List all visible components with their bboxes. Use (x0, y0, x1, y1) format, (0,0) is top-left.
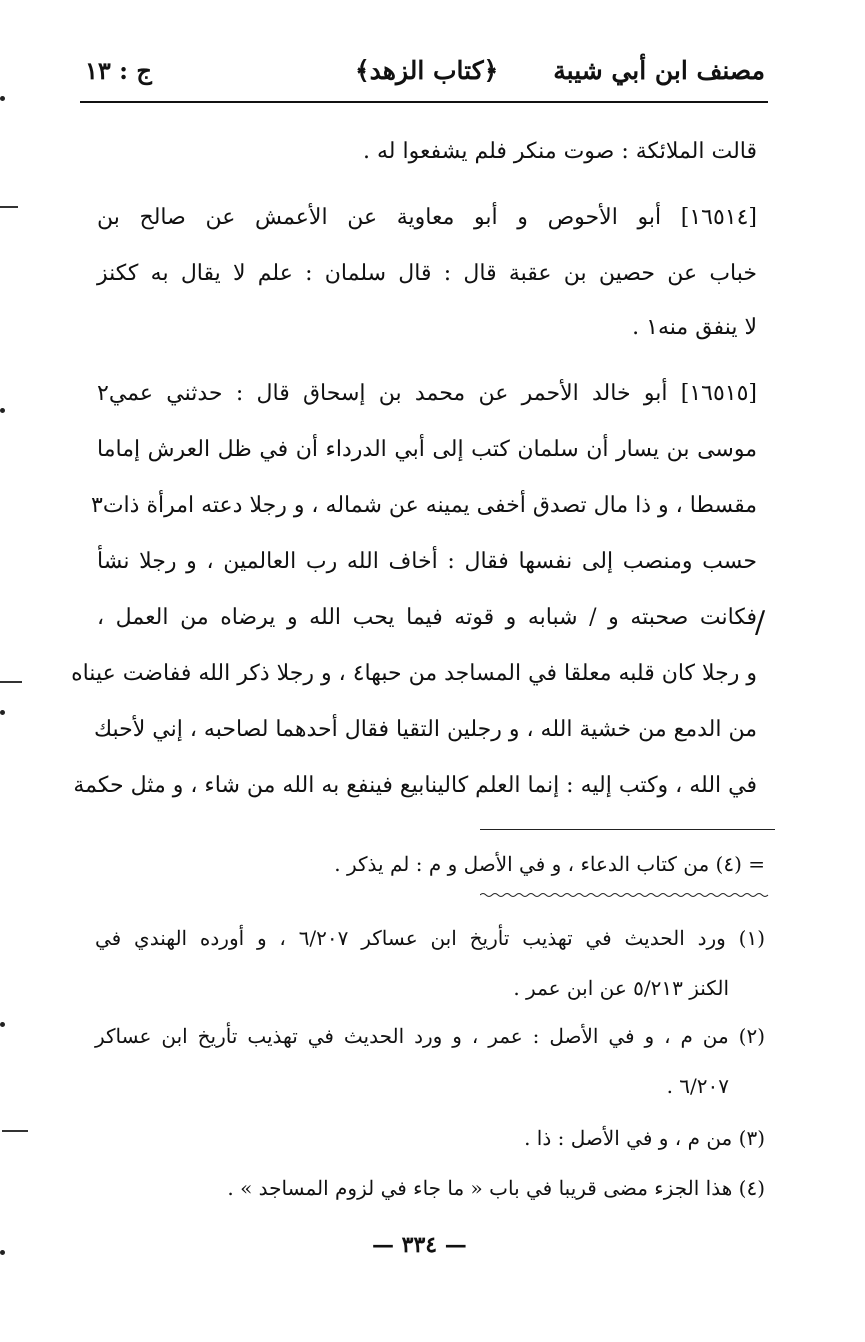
continued-footnote: = (٤) من كتاب الدعاء ، و في الأصل و م : لم يذكر . (334, 852, 765, 876)
scan-speck (2, 1130, 28, 1132)
chapter-title: ﴿كتاب الزهد﴾ (355, 56, 499, 85)
margin-slash-mark: / (755, 605, 766, 640)
text-line: لا ينفق منه١ . (632, 315, 757, 340)
text-line: و رجلا كان قلبه معلقا في المساجد من حبها٤ ، و رجلا ذكر الله ففاضت عيناه (71, 661, 757, 686)
text-line: حسب ومنصب إلى نفسها فقال : أخاف الله رب العالمين ، و رجلا نشأ (97, 549, 757, 574)
footnote-2-cont: ٦/٢٠٧ . (666, 1074, 729, 1098)
scan-speck (0, 681, 22, 683)
scan-speck (0, 206, 18, 208)
book-title: مصنف ابن أبي شيبة (553, 56, 765, 85)
wavy-separator (480, 892, 770, 898)
volume-number: ج : ١٣ (85, 56, 152, 85)
page-number: — ٣٣٤ — (372, 1232, 467, 1258)
footnote-separator (480, 829, 775, 830)
text-line: في الله ، وكتب إليه : إنما العلم كالينابيع فينفع به الله من شاء ، و مثل حكمة (73, 773, 757, 798)
text-line: من الدمع من خشية الله ، و رجلين التقيا فقال أحدهما لصاحبه ، إني لأحبك (93, 717, 757, 742)
text-line: فكانت صحبته و / شبابه و قوته فيما يحب الله و يرضاه من العمل ، (97, 605, 757, 630)
footnote-1: (١) ورد الحديث في تهذيب تأريخ ابن عساكر ٦/٢٠٧ ، و أورده الهندي في (95, 926, 765, 950)
header-rule (80, 101, 768, 103)
footnote-4: (٤) هذا الجزء مضى قريبا في باب « ما جاء في لزوم المساجد » . (227, 1176, 765, 1200)
scan-speck (0, 1022, 5, 1027)
footnote-2: (٢) من م ، و في الأصل : عمر ، و ورد الحديث في تهذيب تأريخ ابن عساكر (95, 1024, 765, 1048)
text-line: [١٦٥١٤] أبو الأحوص و أبو معاوية عن الأعمش عن صالح بن (97, 205, 757, 230)
scan-speck (0, 96, 5, 101)
text-line: موسى بن يسار أن سلمان كتب إلى أبي الدرداء أن في ظل العرش إماما (97, 437, 757, 462)
running-header (85, 52, 765, 100)
scan-speck (0, 710, 5, 715)
text-line: [١٦٥١٥] أبو خالد الأحمر عن محمد بن إسحاق قال : حدثني عمي٢ (97, 381, 757, 406)
text-line: قالت الملائكة : صوت منكر فلم يشفعوا له . (363, 139, 757, 164)
text-line: خباب عن حصين بن عقبة قال : قال سلمان : علم لا يقال به ككنز (97, 261, 757, 286)
scan-speck (0, 408, 5, 413)
scan-speck (0, 1250, 5, 1255)
footnote-3: (٣) من م ، و في الأصل : ذا . (524, 1126, 765, 1150)
footnote-1-cont: الكنز ٥/٢١٣ عن ابن عمر . (513, 976, 729, 1000)
text-line: مقسطا ، و ذا مال تصدق أخفى يمينه عن شماله ، و رجلا دعته امرأة ذات٣ (91, 493, 757, 518)
